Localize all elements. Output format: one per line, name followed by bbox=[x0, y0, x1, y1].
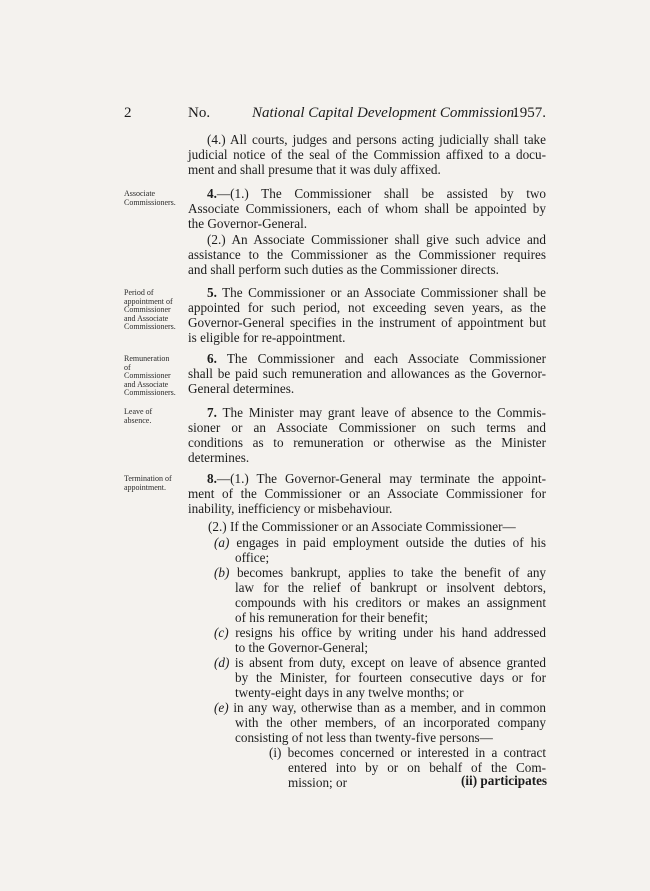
item-label: (e) bbox=[214, 700, 229, 715]
act-number-label: No. bbox=[188, 105, 211, 121]
margin-note-section-6: Remuneration of Commissioner and Associate Commissioners. bbox=[124, 354, 176, 398]
item-label: (d) bbox=[214, 655, 230, 670]
section-4-subsection-1: 4.—(1.) The Commissioner shall be assisted by two Associate Commissioners, each of whom shall be appointed by the Governor-General. bbox=[188, 186, 546, 231]
section-7: 7. The Minister may grant leave of absence to the Commis- sioner or an Associate Commissioner on such terms and conditions as to remuneration or otherwise as the Minister determines. bbox=[188, 405, 546, 465]
running-header bbox=[124, 105, 546, 125]
item-label: (i) bbox=[269, 745, 282, 760]
section-number: 5. bbox=[207, 285, 217, 300]
section-5: 5. The Commissioner or an Associate Commissioner shall be appointed for such period, not exceeding seven years, as the Governor-General specifies in the instrument of appointment but is eligible for re-appointment. bbox=[188, 285, 546, 345]
section-number: 4. bbox=[207, 186, 217, 201]
paragraph-b: (b) becomes bankrupt, applies to take the benefit of any law for the relief of bankrupt or insolvent debtors, compounds with his creditors or makes an assignment of his remuneration for their benefit; bbox=[214, 565, 547, 625]
margin-note-section-5: Period of appointment of Commissioner and Associate Commissioners. bbox=[124, 288, 176, 332]
subparagraph-i: (i) becomes concerned or interested in a contract entered into by or on behalf of the Com- mission; or bbox=[269, 745, 546, 790]
paragraph-a: (a) engages in paid employment outside the duties of his office; bbox=[214, 535, 547, 565]
section-3-subsection-4: (4.) All courts, judges and persons acting judicially shall take judicial notice of the seal of the Commission affixed to a docu- ment and shall presume that it was duly affixed. bbox=[188, 132, 546, 177]
section-number: 8. bbox=[207, 471, 217, 486]
act-title: National Capital Development Commission. bbox=[252, 105, 518, 121]
section-8-subsection-1: 8.—(1.) The Governor-General may terminate the appoint- ment of the Commissioner or an Associate Commissioner for inability, inefficiency or misbehaviour. bbox=[188, 471, 546, 516]
item-label: (a) bbox=[214, 535, 230, 550]
act-year: 1957. bbox=[512, 105, 546, 121]
page-number: 2 bbox=[124, 105, 132, 121]
section-6: 6. The Commissioner and each Associate Commissioner shall be paid such remuneration and allowances as the Governor- General determines. bbox=[188, 351, 546, 396]
margin-note-section-4: Associate Commissioners. bbox=[124, 189, 176, 207]
paragraph-d: (d) is absent from duty, except on leave of absence granted by the Minister, for fourteen consecutive days or for twenty-eight days in any twelve months; or bbox=[214, 655, 547, 700]
section-4-subsection-2: (2.) An Associate Commissioner shall give such advice and assistance to the Commissioner as the Commissioner requires and shall perform such duties as the Commissioner directs. bbox=[188, 232, 546, 277]
margin-note-section-7: Leave of absence. bbox=[124, 407, 153, 425]
section-number: 6. bbox=[207, 351, 217, 366]
item-label: (c) bbox=[214, 625, 229, 640]
paragraph-e: (e) in any way, otherwise than as a member, and in common with the other members, of an incorporated company consisting of not less than twenty-five persons— bbox=[214, 700, 547, 745]
margin-note-section-8: Termination of appointment. bbox=[124, 474, 172, 492]
catchword: (ii) participates bbox=[461, 773, 548, 788]
paragraph-c: (c) resigns his office by writing under his hand addressed to the Governor-General; bbox=[214, 625, 546, 655]
item-label: (b) bbox=[214, 565, 230, 580]
section-8-subsection-2-intro: (2.) If the Commissioner or an Associate Commissioner— bbox=[208, 519, 516, 534]
section-number: 7. bbox=[207, 405, 217, 420]
